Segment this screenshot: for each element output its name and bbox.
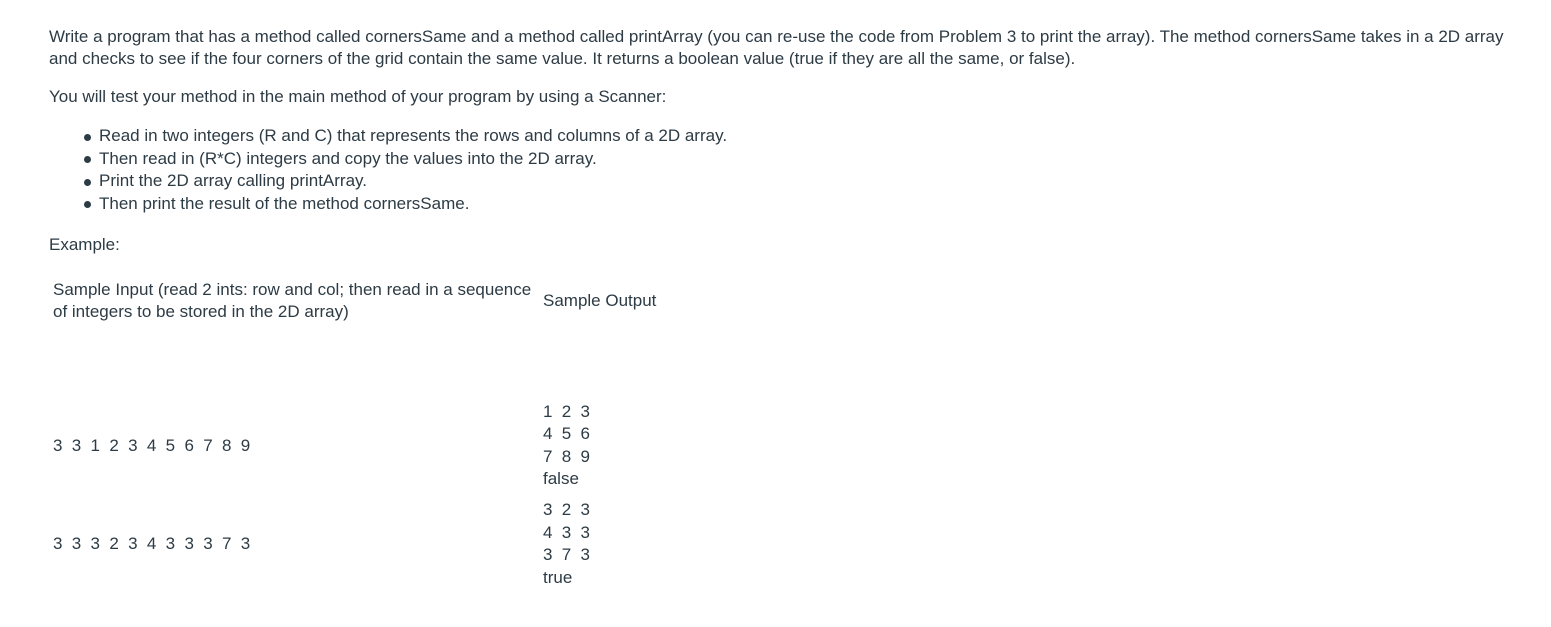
sample-output-cell xyxy=(543,399,853,492)
list-item: Then read in (R*C) integers and copy the values into the 2D array. xyxy=(99,148,1539,171)
spacer-row xyxy=(51,325,853,399)
sample-output-header: Sample Output xyxy=(543,291,657,310)
sample-input-header-line-2: of integers to be stored in the 2D array) xyxy=(53,302,349,321)
problem-description xyxy=(49,26,1539,596)
intro-line-1: Write a program that has a method called cornersSame and a method called printArray (you can re-use the code from Problem 3 to print the array). The method cornersSame takes in a 2D array xyxy=(49,27,1504,46)
sample-input-cell: 3 3 3 2 3 4 3 3 3 7 3 xyxy=(53,534,253,553)
intro-paragraph xyxy=(49,26,1539,70)
output-result: true xyxy=(543,567,573,587)
output-line: 7 8 9 xyxy=(543,446,593,466)
table-row xyxy=(51,399,853,492)
output-line: 1 2 3 xyxy=(543,401,593,421)
table-header-row xyxy=(51,277,853,325)
test-intro-paragraph: You will test your method in the main method of your program by using a Scanner: xyxy=(49,87,667,106)
steps-list xyxy=(49,125,1539,215)
output-line: 3 2 3 xyxy=(543,500,593,519)
list-item: Then print the result of the method cornersSame. xyxy=(99,193,1539,216)
output-line: 3 7 3 xyxy=(543,545,593,564)
list-item: Print the 2D array calling printArray. xyxy=(99,170,1539,193)
example-label: Example: xyxy=(49,235,120,254)
intro-line-2: and checks to see if the four corners of the grid contain the same value. It returns a boolean value (true if they are all the same, or false). xyxy=(49,49,1076,68)
sample-input-header-line-1: Sample Input (read 2 ints: row and col; then read in a sequence xyxy=(53,280,532,299)
sample-table xyxy=(51,277,853,596)
table-row xyxy=(51,492,853,596)
sample-output-cell xyxy=(543,492,853,596)
output-line: 4 3 3 xyxy=(543,522,593,542)
output-result: false xyxy=(543,469,579,488)
list-item: Read in two integers (R and C) that represents the rows and columns of a 2D array. xyxy=(99,125,1539,148)
sample-input-header xyxy=(51,277,543,325)
output-line: 4 5 6 xyxy=(543,424,593,443)
sample-input-cell: 3 3 1 2 3 4 5 6 7 8 9 xyxy=(53,435,253,455)
